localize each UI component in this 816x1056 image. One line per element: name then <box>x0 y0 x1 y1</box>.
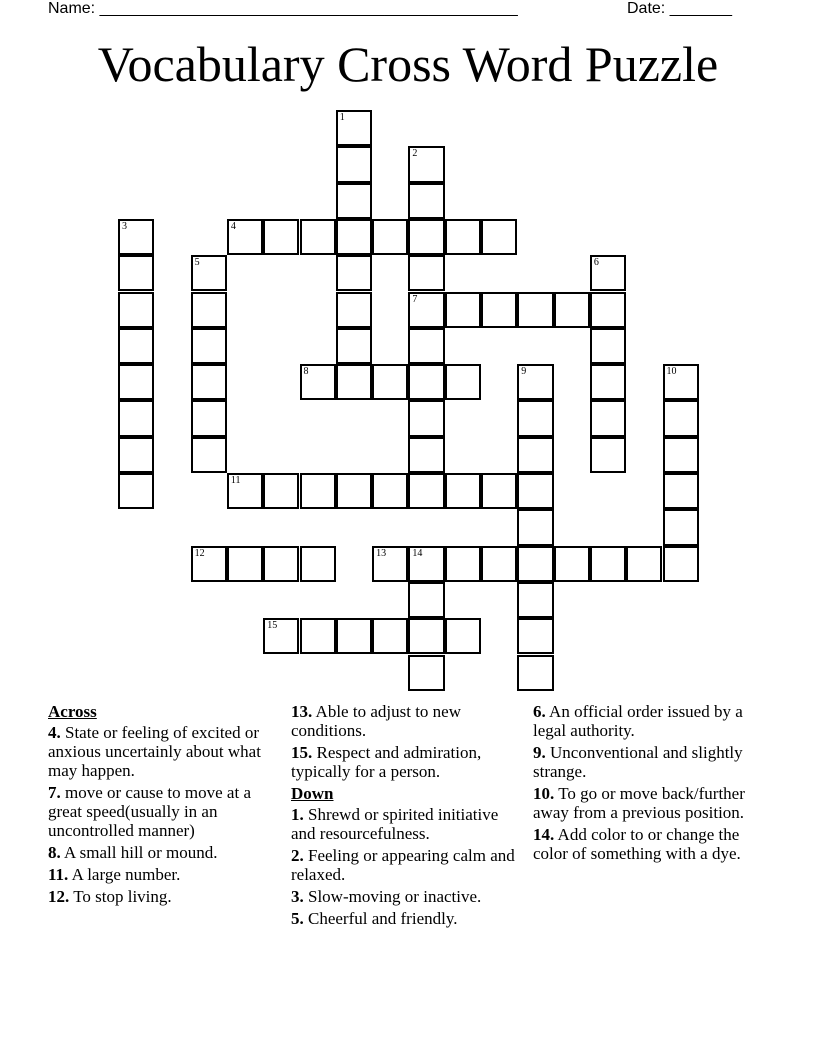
across-clue-list-continued <box>291 702 527 781</box>
grid-cell[interactable] <box>336 255 372 291</box>
grid-cell[interactable] <box>300 618 336 654</box>
grid-cell[interactable] <box>517 400 553 436</box>
grid-cell[interactable] <box>408 328 444 364</box>
down-clue-list <box>291 805 527 928</box>
clue-item <box>291 846 527 884</box>
clue-number: 11 <box>230 475 241 486</box>
clue-item-text: Add color to or change the color of something with a dye. <box>533 825 741 863</box>
grid-cell[interactable] <box>191 546 227 582</box>
clue-item-number: 12. <box>48 887 70 906</box>
grid-cell[interactable] <box>590 546 626 582</box>
across-clue-list <box>48 723 284 906</box>
grid-cell[interactable] <box>372 364 408 400</box>
clue-number: 15 <box>267 620 278 632</box>
down-clue-list-continued <box>533 702 769 863</box>
name-line: Name: _______________________________________________ <box>48 0 518 17</box>
grid-cell[interactable] <box>118 473 154 509</box>
grid-cell[interactable] <box>227 219 263 255</box>
clue-item-number: 15. <box>291 743 313 762</box>
grid-cell[interactable] <box>227 546 263 582</box>
clue-number: 6 <box>593 257 599 269</box>
grid-cell[interactable] <box>445 473 481 509</box>
grid-cell[interactable] <box>191 400 227 436</box>
grid-cell[interactable] <box>336 183 372 219</box>
clue-column-3 <box>533 702 769 866</box>
grid-cell[interactable] <box>590 292 626 328</box>
grid-cell[interactable] <box>663 437 699 473</box>
grid-cell[interactable] <box>408 183 444 219</box>
grid-cell[interactable] <box>663 546 699 582</box>
clue-item-number: 2. <box>291 846 304 865</box>
grid-cell[interactable] <box>408 292 444 328</box>
grid-cell[interactable] <box>408 400 444 436</box>
clue-number: 10 <box>666 366 677 378</box>
clue-item-text: Slow-moving or inactive. <box>303 887 482 906</box>
clue-item <box>48 865 284 884</box>
clue-item-text: State or feeling of excited or anxious uncertainly about what may happen. <box>48 723 261 780</box>
grid-cell[interactable] <box>118 437 154 473</box>
clue-item-text: Shrewd or spirited initiative and resourcefulness. <box>291 805 499 843</box>
grid-cell[interactable] <box>408 255 444 291</box>
clue-item-number: 4. <box>48 723 61 742</box>
grid-cell[interactable] <box>336 292 372 328</box>
grid-cell[interactable] <box>663 400 699 436</box>
clue-item-number: 8. <box>48 843 61 862</box>
grid-cell[interactable] <box>227 473 263 509</box>
grid-cell[interactable] <box>408 655 444 691</box>
clue-item <box>48 887 284 906</box>
grid-cell[interactable] <box>191 292 227 328</box>
grid-cell[interactable] <box>626 546 662 582</box>
clue-item-text: To go or move back/further away from a previous position. <box>533 784 745 822</box>
clue-number: 12 <box>194 547 205 559</box>
grid-cell[interactable] <box>517 582 553 618</box>
clue-item <box>533 784 769 822</box>
grid-cell[interactable] <box>336 110 372 146</box>
grid-cell[interactable] <box>408 473 444 509</box>
down-heading: Down <box>291 784 334 803</box>
clue-item-number: 13. <box>291 702 313 721</box>
clue-number: 8 <box>303 366 309 378</box>
grid-cell[interactable] <box>191 255 227 291</box>
date-line: Date: _______ <box>627 0 732 17</box>
grid-cell[interactable] <box>517 509 553 545</box>
grid-cell[interactable] <box>481 473 517 509</box>
grid-cell[interactable] <box>336 473 372 509</box>
clue-item-text: To stop living. <box>69 887 172 906</box>
grid-cell[interactable] <box>445 618 481 654</box>
grid-cell[interactable] <box>481 546 517 582</box>
clue-number: 9 <box>521 366 527 378</box>
grid-cell[interactable] <box>590 437 626 473</box>
grid-cell[interactable] <box>336 219 372 255</box>
grid-cell[interactable] <box>191 328 227 364</box>
grid-cell[interactable] <box>118 364 154 400</box>
grid-cell[interactable] <box>263 473 299 509</box>
grid-cell[interactable] <box>590 328 626 364</box>
grid-cell[interactable] <box>590 255 626 291</box>
clue-number: 7 <box>412 293 418 305</box>
grid-cell[interactable] <box>118 255 154 291</box>
clue-item <box>291 909 527 928</box>
clue-item <box>291 887 527 906</box>
clue-item <box>48 783 284 840</box>
grid-cell[interactable] <box>663 509 699 545</box>
clue-item-text: Respect and admiration, typically for a person. <box>291 743 482 781</box>
grid-cell[interactable] <box>336 618 372 654</box>
grid-cell[interactable] <box>517 655 553 691</box>
clue-number: 1 <box>339 112 345 123</box>
grid-cell[interactable] <box>336 364 372 400</box>
clue-item <box>48 843 284 862</box>
clue-item-text: Unconventional and slightly strange. <box>533 743 743 781</box>
grid-cell[interactable] <box>372 219 408 255</box>
clue-item-number: 9. <box>533 743 546 762</box>
grid-cell[interactable] <box>517 546 553 582</box>
grid-cell[interactable] <box>663 473 699 509</box>
grid-cell[interactable] <box>263 546 299 582</box>
clue-number: 14 <box>412 547 423 559</box>
grid-cell[interactable] <box>408 364 444 400</box>
across-heading: Across <box>48 702 97 721</box>
grid-cell[interactable] <box>408 437 444 473</box>
clue-number: 2 <box>412 148 418 160</box>
grid-cell[interactable] <box>590 364 626 400</box>
grid-cell[interactable] <box>554 546 590 582</box>
page-title: Vocabulary Cross Word Puzzle <box>97 36 719 92</box>
clue-item <box>533 702 769 740</box>
grid-cell[interactable] <box>408 582 444 618</box>
grid-cell[interactable] <box>336 146 372 182</box>
grid-cell[interactable] <box>408 546 444 582</box>
clue-item-text: A large number. <box>68 865 181 884</box>
grid-cell[interactable] <box>191 364 227 400</box>
clue-item-text: A small hill or mound. <box>60 843 218 862</box>
grid-cell[interactable] <box>517 292 553 328</box>
clue-item-number: 5. <box>291 909 304 928</box>
grid-cell[interactable] <box>263 618 299 654</box>
clue-item-number: 6. <box>533 702 546 721</box>
grid-cell[interactable] <box>118 219 154 255</box>
clue-item-number: 7. <box>48 783 61 802</box>
grid-cell[interactable] <box>300 546 336 582</box>
grid-cell[interactable] <box>300 364 336 400</box>
clue-item-number: 11. <box>48 865 69 884</box>
grid-cell[interactable] <box>554 292 590 328</box>
grid-cell[interactable] <box>445 546 481 582</box>
grid-cell[interactable] <box>517 437 553 473</box>
clue-item-text: Able to adjust to new conditions. <box>291 702 461 740</box>
grid-cell[interactable] <box>445 292 481 328</box>
grid-cell[interactable] <box>517 473 553 509</box>
grid-cell[interactable] <box>372 473 408 509</box>
grid-cell[interactable] <box>517 364 553 400</box>
grid-cell[interactable] <box>481 219 517 255</box>
clue-item-number: 14. <box>533 825 555 844</box>
clue-item-number: 3. <box>291 887 304 906</box>
grid-cell[interactable] <box>372 618 408 654</box>
grid-cell[interactable] <box>118 292 154 328</box>
grid-cell[interactable] <box>118 400 154 436</box>
grid-cell[interactable] <box>408 618 444 654</box>
clue-item <box>291 805 527 843</box>
grid-cell[interactable] <box>263 219 299 255</box>
clue-item-text: An official order issued by a legal authority. <box>533 702 743 740</box>
clue-item <box>533 825 769 863</box>
grid-cell[interactable] <box>191 437 227 473</box>
grid-cell[interactable] <box>590 400 626 436</box>
clue-item <box>291 743 527 781</box>
clue-item-text: move or cause to move at a great speed(usually in an uncontrolled manner) <box>48 783 251 840</box>
clue-item-number: 10. <box>533 784 555 803</box>
clue-number: 3 <box>122 220 127 232</box>
grid-cell[interactable] <box>336 328 372 364</box>
clue-item <box>533 743 769 781</box>
grid-cell[interactable] <box>408 219 444 255</box>
grid-cell[interactable] <box>372 546 408 582</box>
clue-column-2 <box>291 702 527 931</box>
clue-item-text: Feeling or appearing calm and relaxed. <box>291 846 515 884</box>
grid-cell[interactable] <box>445 219 481 255</box>
grid-cell[interactable] <box>481 292 517 328</box>
clue-number: 13 <box>376 547 387 559</box>
clue-number: 5 <box>194 257 200 269</box>
clue-column-1 <box>48 702 284 909</box>
clue-item <box>291 702 527 740</box>
grid-cell[interactable] <box>445 364 481 400</box>
clue-item-text: Cheerful and friendly. <box>303 909 458 928</box>
clue-item <box>48 723 284 780</box>
grid-cell[interactable] <box>517 618 553 654</box>
grid-cell[interactable] <box>408 146 444 182</box>
grid-cell[interactable] <box>663 364 699 400</box>
grid-cell[interactable] <box>300 473 336 509</box>
clue-number: 4 <box>230 220 236 232</box>
clue-item-number: 1. <box>291 805 304 824</box>
grid-cell[interactable] <box>300 219 336 255</box>
grid-cell[interactable] <box>118 328 154 364</box>
